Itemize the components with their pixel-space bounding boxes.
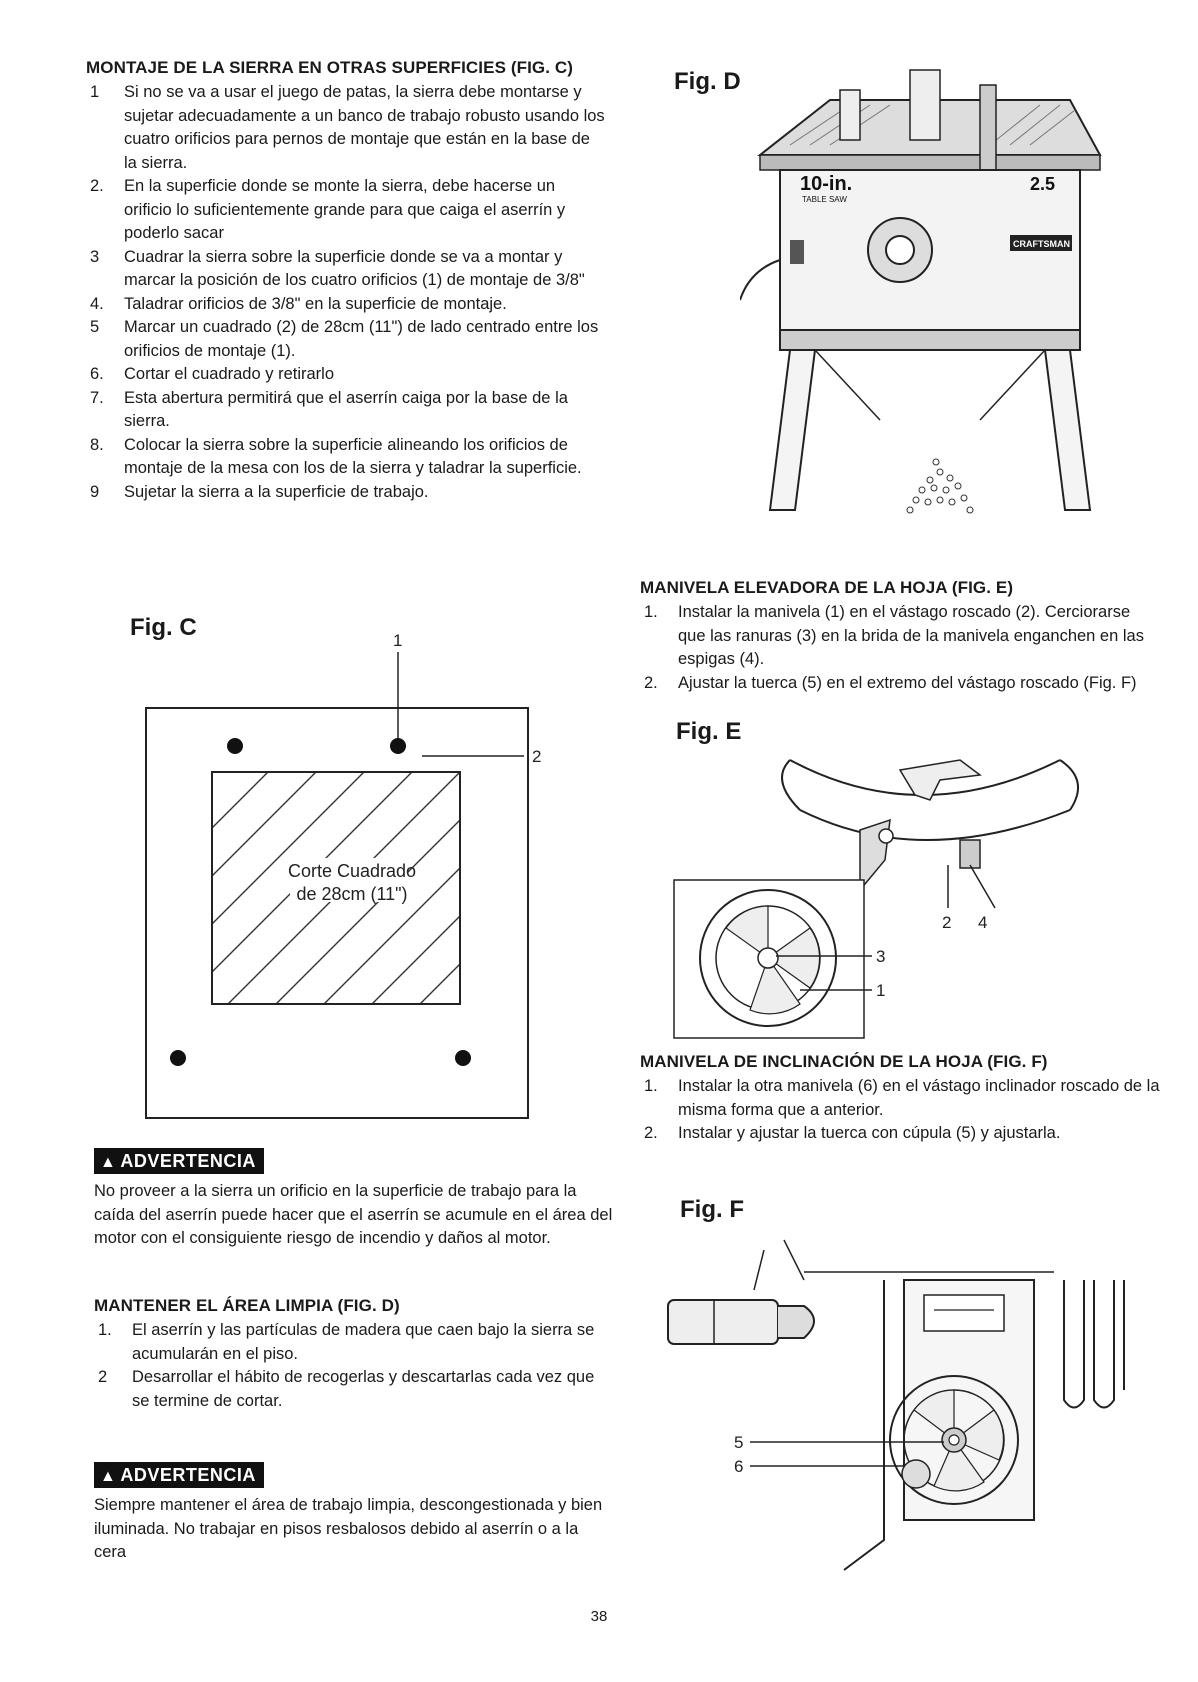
fig-e-callout-1: 1	[876, 981, 886, 1000]
mount-step: 7. Esta abertura permitirá que el aserrín caiga por la base de la sierra.	[90, 388, 568, 430]
fig-e-callout-3: 3	[876, 947, 886, 966]
fig-f-callout-6: 6	[734, 1457, 744, 1476]
left-column	[86, 58, 606, 504]
warning-2-text: Siempre mantener el área de trabajo limpia, descongestionada y bien iluminada. No trabajar en pisos resbalosos debido al aserrín o a la cera	[94, 1496, 603, 1561]
mount-step: 1 Si no se va a usar el juego de patas, la sierra debe montarse y sujetar adecuadamente a un banco de trabajo robusto usando los cuatro orificios para pernos de montaje que están en la base de la sierra.	[90, 83, 605, 172]
fig-e-callout-2: 2	[942, 913, 952, 932]
mount-step: 9 Sujetar la sierra a la superficie de trabajo.	[90, 482, 429, 501]
mount-hole	[170, 1050, 186, 1066]
saw-model: 10-in.	[800, 173, 853, 195]
clean-step: 1. El aserrín y las partículas de madera que caen bajo la sierra se acumularán en el piso.	[98, 1321, 595, 1363]
fig-d-label: Fig. D	[674, 68, 741, 95]
mount-step: 8. Colocar la sierra sobre la superficie alineando los orificios de montaje de la mesa con los de la sierra y taladrar la superficie.	[90, 435, 582, 477]
warning-badge: ▲ ADVERTENCIA	[94, 1462, 264, 1488]
tilt-section	[640, 1052, 1160, 1146]
fig-c-callout-2: 2	[532, 747, 542, 766]
fig-f-diagram	[654, 1220, 1154, 1580]
cut-square-label-2: de 28cm (11")	[296, 884, 408, 904]
fig-c-diagram	[140, 630, 600, 1130]
clean-steps	[94, 1319, 614, 1413]
elev-section	[640, 578, 1160, 695]
clean-heading: MANTENER EL ÁREA LIMPIA (FIG. D)	[94, 1296, 400, 1315]
fig-d-diagram	[740, 60, 1140, 560]
warning-badge: ▲ ADVERTENCIA	[94, 1148, 264, 1174]
clean-step: 2 Desarrollar el hábito de recogerlas y descartarlas cada vez que se termine de cortar.	[98, 1368, 595, 1410]
warning-triangle-icon: ▲	[100, 1154, 117, 1171]
mount-step: 6. Cortar el cuadrado y retirarlo	[90, 365, 335, 383]
clean-section	[94, 1296, 614, 1413]
mount-hole	[227, 738, 243, 754]
fig-e-label: Fig. E	[676, 718, 742, 745]
tilt-step: 1. Instalar la otra manivela (6) en el vástago inclinador roscado de la misma forma que a anterior.	[644, 1077, 1160, 1119]
elev-step: 1. Instalar la manivela (1) en el vástago roscado (2). Cerciorarse que las ranuras (3) en la brida de la manivela enganchen en las espigas (4).	[644, 603, 1144, 668]
fig-f-callout-5: 5	[734, 1433, 744, 1452]
cut-square-label-1: Corte Cuadrado	[287, 861, 417, 881]
mount-step: 5 Marcar un cuadrado (2) de 28cm (11") de lado centrado entre los orificios de montaje (1).	[90, 318, 599, 360]
tilt-heading: MANIVELA DE INCLINACIÓN DE LA HOJA (FIG. F)	[640, 1052, 1048, 1071]
mount-step: 4. Taladrar orificios de 3/8" en la superficie de montaje.	[90, 294, 507, 313]
mount-step: 2. En la superficie donde se monte la sierra, debe hacerse un orificio lo suficientemente grande para que caiga el aserrín y poderlo sacar	[90, 177, 566, 242]
saw-brand: CRAFTSMAN	[1013, 239, 1070, 249]
fig-e-callout-4: 4	[978, 913, 988, 932]
warning-2	[94, 1462, 614, 1565]
tilt-step: 2. Instalar y ajustar la tuerca con cúpula (5) y ajustarla.	[644, 1124, 1061, 1142]
fig-c-label: Fig. C	[130, 614, 197, 641]
mount-hole	[455, 1050, 471, 1066]
tilt-steps	[640, 1075, 1160, 1146]
elev-heading: MANIVELA ELEVADORA DE LA HOJA (FIG. E)	[640, 578, 1014, 597]
fig-f-label: Fig. F	[680, 1196, 744, 1223]
elev-step: 2. Ajustar la tuerca (5) en el extremo del vástago roscado (Fig. F)	[644, 673, 1137, 692]
mount-hole	[390, 738, 406, 754]
warning-1	[94, 1148, 614, 1251]
mount-step: 3 Cuadrar la sierra sobre la superficie donde se va a montar y marcar la posición de los cuatro orificios (1) de montaje de 3/8"	[90, 247, 585, 289]
warning-triangle-icon: ▲	[100, 1468, 117, 1485]
mount-heading: MONTAJE DE LA SIERRA EN OTRAS SUPERFICIES (FIG. C)	[86, 58, 574, 77]
elev-steps	[640, 601, 1160, 695]
page-number: 38	[590, 1608, 608, 1625]
mount-steps	[86, 81, 606, 504]
warning-1-text: No proveer a la sierra un orificio en la superficie de trabajo para la caída del aserrín puede hacer que el aserrín se acumule en el área del motor con el consiguiente riesgo de incendio y daños al motor.	[94, 1182, 613, 1247]
fig-e-diagram	[660, 720, 1140, 1050]
fig-c-callout-1: 1	[393, 631, 403, 650]
saw-hp: 2.5	[1030, 174, 1056, 194]
saw-sub: TABLE SAW	[802, 195, 847, 204]
